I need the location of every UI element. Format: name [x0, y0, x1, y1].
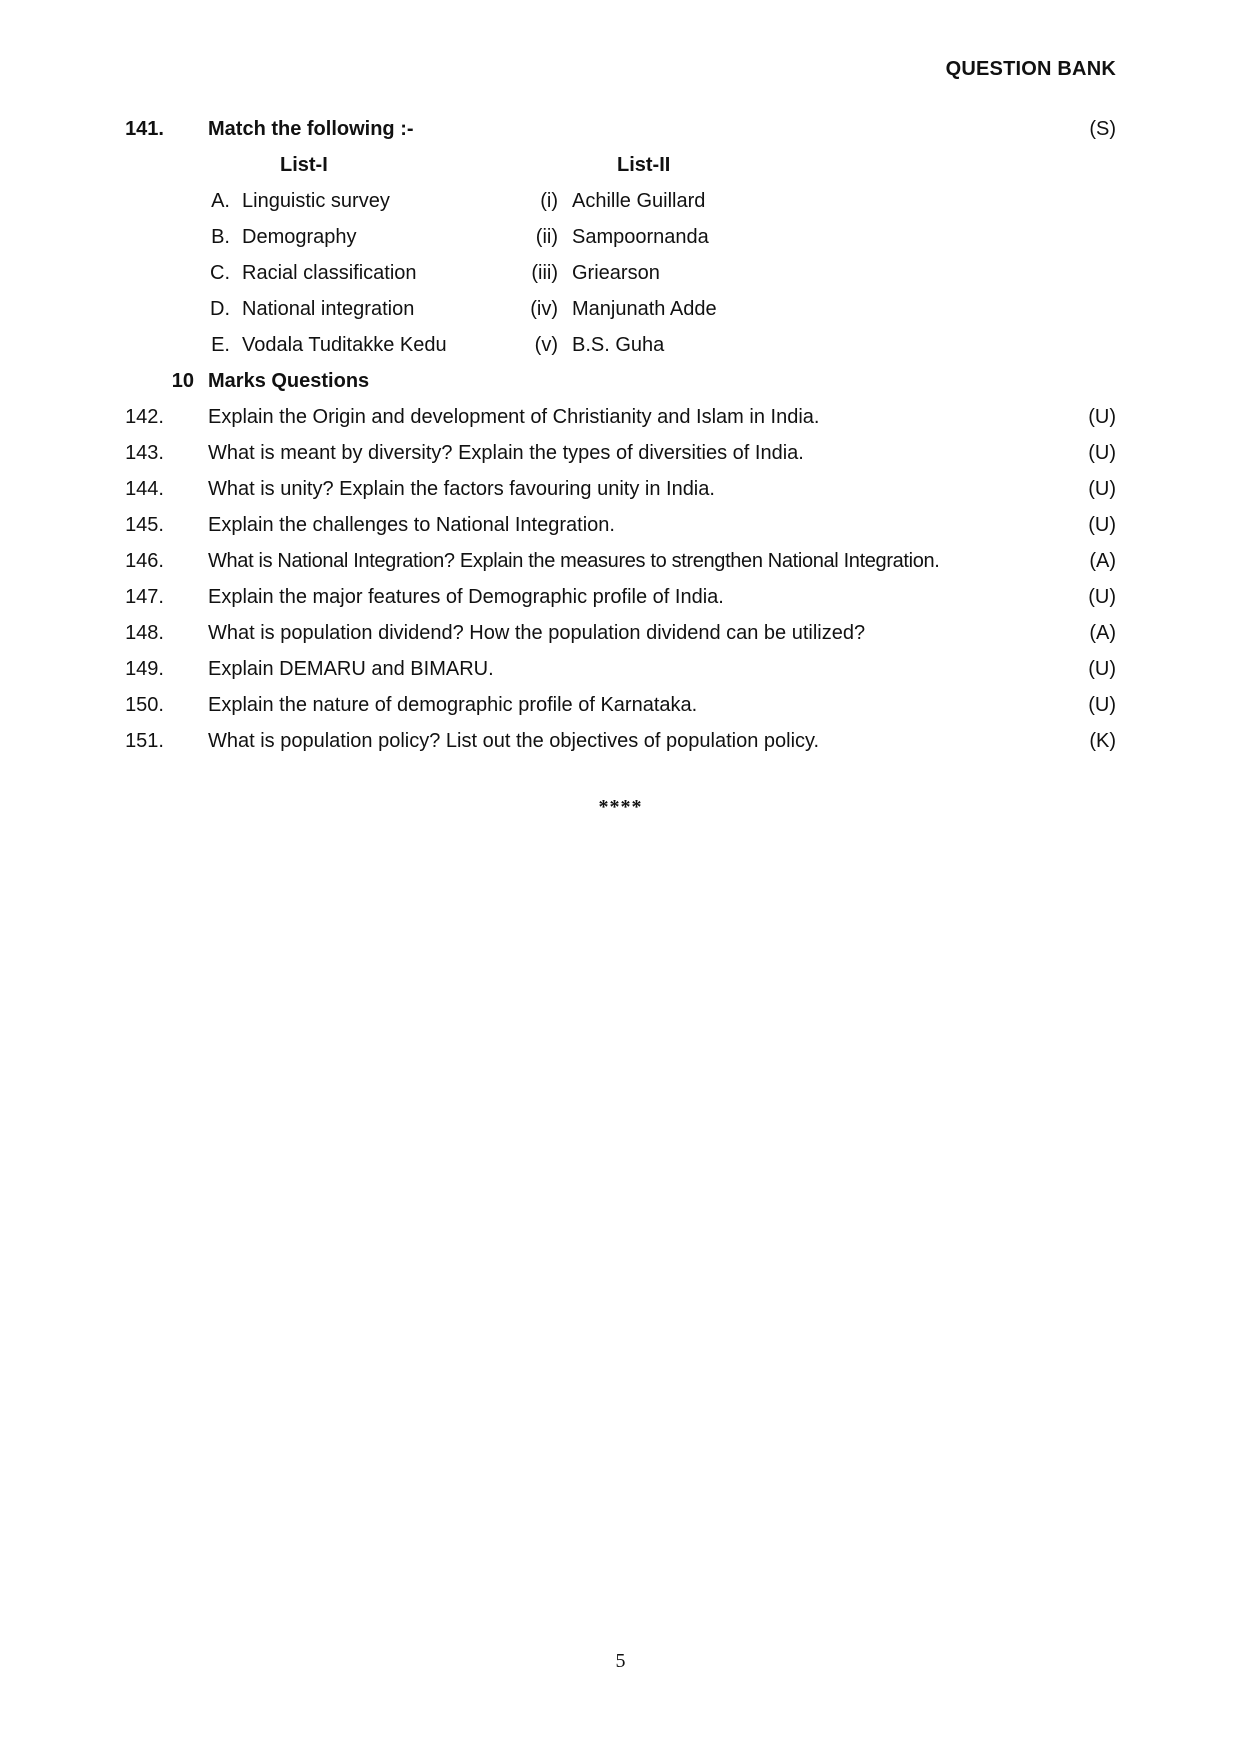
section-heading: [0, 366, 1241, 396]
question-tag: (S): [1089, 118, 1116, 140]
match-row: [0, 294, 1241, 324]
question-number: 142.: [125, 406, 164, 428]
match-item: Vodala Tuditakke Kedu: [242, 334, 447, 356]
question-row: [0, 438, 1241, 468]
question-text: Explain the major features of Demographic profile of India.: [208, 586, 724, 608]
question-tag: (K): [1089, 730, 1116, 752]
section-number: 10: [171, 370, 194, 392]
question-row: [0, 402, 1241, 432]
question-text: Explain the nature of demographic profile of Karnataka.: [208, 694, 698, 716]
section-end-stars: ****: [598, 796, 643, 818]
question-row: [0, 690, 1241, 720]
question-number: 141.: [125, 118, 164, 140]
match-item: National integration: [242, 298, 415, 320]
question-row: [0, 474, 1241, 504]
match-answer: B.S. Guha: [572, 334, 665, 356]
question-text: Explain the challenges to National Integration.: [208, 514, 615, 536]
question-text: What is unity? Explain the factors favouring unity in India.: [208, 478, 715, 500]
match-item: Racial classification: [242, 262, 417, 284]
question-row: [0, 654, 1241, 684]
question-tag: (A): [1089, 622, 1116, 644]
match-answer: Sampoornanda: [572, 226, 709, 248]
list1-heading: List-I: [280, 154, 328, 176]
match-letter: E.: [211, 334, 230, 356]
page-header: QUESTION BANK: [945, 58, 1116, 80]
question-row: [0, 618, 1241, 648]
match-row: [0, 222, 1241, 252]
question-number: 150.: [125, 694, 164, 716]
question-text: Match the following :-: [208, 118, 414, 140]
match-answer: Griearson: [572, 262, 660, 284]
question-row: [0, 546, 1241, 576]
match-row: [0, 186, 1241, 216]
question-tag: (U): [1088, 478, 1116, 500]
match-roman: (v): [534, 334, 558, 356]
question-number: 151.: [125, 730, 164, 752]
match-letter: C.: [210, 262, 230, 284]
question-number: 146.: [125, 550, 164, 572]
question-text: What is population dividend? How the population dividend can be utilized?: [208, 622, 866, 644]
question-number: 144.: [125, 478, 164, 500]
question-row: [0, 582, 1241, 612]
match-roman: (i): [540, 190, 558, 212]
question-number: 147.: [125, 586, 164, 608]
section-title: Marks Questions: [208, 370, 370, 392]
question-tag: (U): [1088, 694, 1116, 716]
question-number: 145.: [125, 514, 164, 536]
question-tag: (U): [1088, 442, 1116, 464]
question-tag: (U): [1088, 514, 1116, 536]
match-answer: Manjunath Adde: [572, 298, 717, 320]
match-item: Linguistic survey: [242, 190, 390, 212]
question-row: [0, 510, 1241, 540]
question-number: 149.: [125, 658, 164, 680]
match-roman: (ii): [535, 226, 558, 248]
question-tag: (U): [1088, 586, 1116, 608]
match-letter: B.: [211, 226, 230, 248]
match-letter: A.: [211, 190, 230, 212]
question-number: 143.: [125, 442, 164, 464]
match-letter: D.: [210, 298, 230, 320]
question-row: [0, 726, 1241, 756]
match-answer: Achille Guillard: [572, 190, 706, 212]
question-text: Explain the Origin and development of Christianity and Islam in India.: [208, 406, 820, 428]
list2-heading: List-II: [617, 154, 671, 176]
question-tag: (U): [1088, 406, 1116, 428]
question-tag: (A): [1089, 550, 1116, 572]
question-text: What is meant by diversity? Explain the types of diversities of India.: [208, 442, 804, 464]
match-question-row: [0, 114, 1241, 144]
question-number: 148.: [125, 622, 164, 644]
question-text: What is population policy? List out the objectives of population policy.: [208, 730, 820, 752]
question-tag: (U): [1088, 658, 1116, 680]
match-row: [0, 258, 1241, 288]
page-number: 5: [615, 1650, 626, 1672]
match-item: Demography: [242, 226, 357, 248]
question-text: What is National Integration? Explain the measures to strengthen National Integration.: [208, 550, 940, 572]
question-text: Explain DEMARU and BIMARU.: [208, 658, 494, 680]
match-list-headings: [0, 150, 1241, 180]
match-roman: (iv): [530, 298, 558, 320]
match-row: [0, 330, 1241, 360]
match-roman: (iii): [531, 262, 558, 284]
